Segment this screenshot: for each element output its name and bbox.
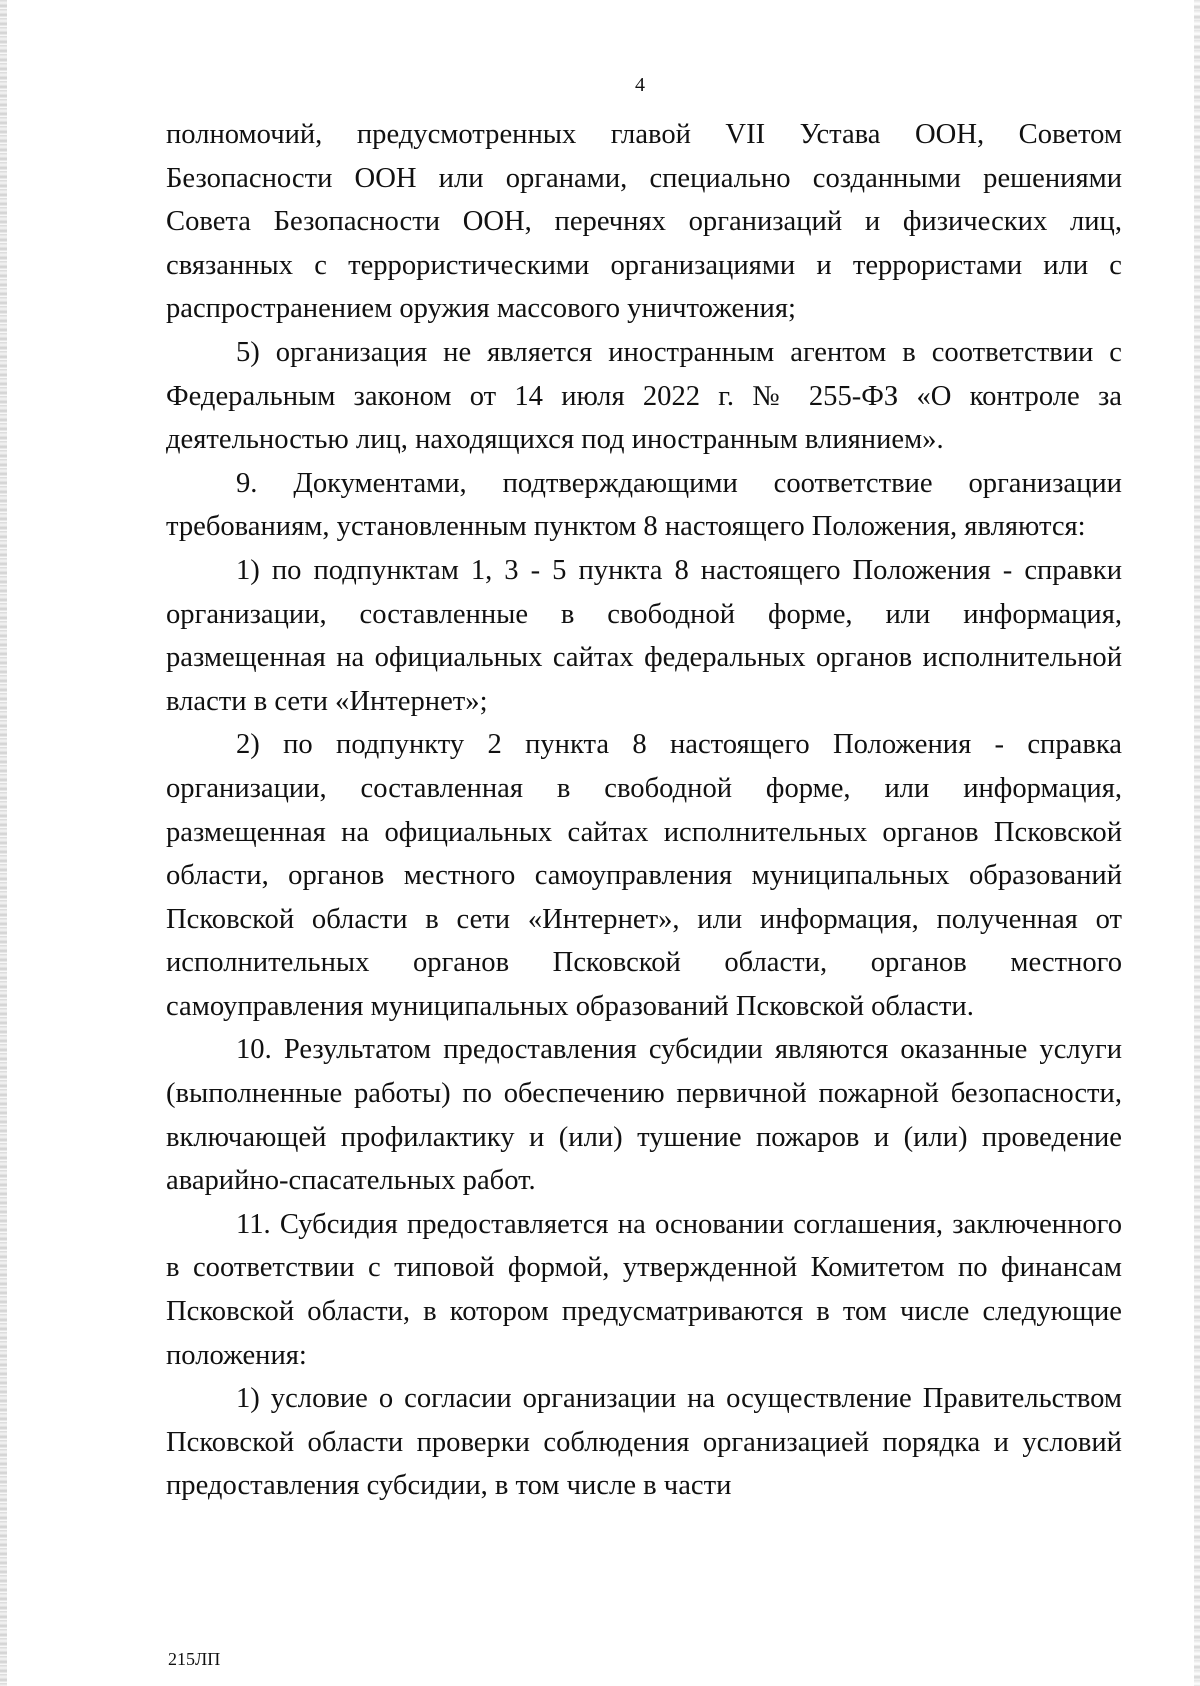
scan-edge-right xyxy=(1194,0,1200,1686)
paragraph-section-10: 10. Результатом предоставления субсидии являются оказанные услуги (выполненные работы) по обеспечению первичной пожарной безопасности, включающей профилактику и (или) тушение пожаров и (или) проведение аварийно-спасательных работ. xyxy=(166,1034,1122,1197)
paragraph-continuation: полномочий, предусмотренных главой VII Устава ООН, Советом Безопасности ООН или органами, специально созданными решениями Совета Безопасности ООН, перечнях организаций и физических лиц, связанных с террористическими организациями и террористами или с распространением оружия массового уничтожения; xyxy=(166,119,1122,325)
page-number: 4 xyxy=(635,74,645,96)
paragraph-section-11: 11. Субсидия предоставляется на основании соглашения, заключенного в соответствии с типовой формой, утвержденной Комитетом по финансам Псковской области, в котором предусматриваются в том числе следующие положения: xyxy=(166,1208,1122,1371)
document-body xyxy=(166,113,1122,1508)
paragraph-item-5: 5) организация не является иностранным агентом в соответствии с Федеральным законом от 14 июля 2022 г. № 255-ФЗ «О контроле за деятельностью лиц, находящихся под иностранным влиянием». xyxy=(166,336,1122,456)
scan-edge-left xyxy=(0,0,7,1686)
paragraph-section-9-item-2: 2) по подпункту 2 пункта 8 настоящего Положения - справка организации, составленная в свободной форме, или информация, размещенная на официальных сайтах исполнительных органов Псковской области, органов местного самоуправления муниципальных образований Псковской области в сети «Интернет», или информация, полученная от исполнительных органов Псковской области, органов местного самоуправления муниципальных образований Псковской области. xyxy=(166,729,1122,1022)
paragraph-section-11-item-1: 1) условие о согласии организации на осуществление Правительством Псковской области проверки соблюдения организацией порядка и условий предоставления субсидии, в том числе в части xyxy=(166,1383,1122,1502)
paragraph-section-9: 9. Документами, подтверждающими соответствие организации требованиям, установленным пунктом 8 настоящего Положения, являются: xyxy=(166,467,1122,543)
paragraph-section-9-item-1: 1) по подпунктам 1, 3 - 5 пункта 8 настоящего Положения - справки организации, составленные в свободной форме, или информация, размещенная на официальных сайтах федеральных органов исполнительной власти в сети «Интернет»; xyxy=(166,554,1122,717)
footer-document-code: 215ЛП xyxy=(168,1649,221,1669)
